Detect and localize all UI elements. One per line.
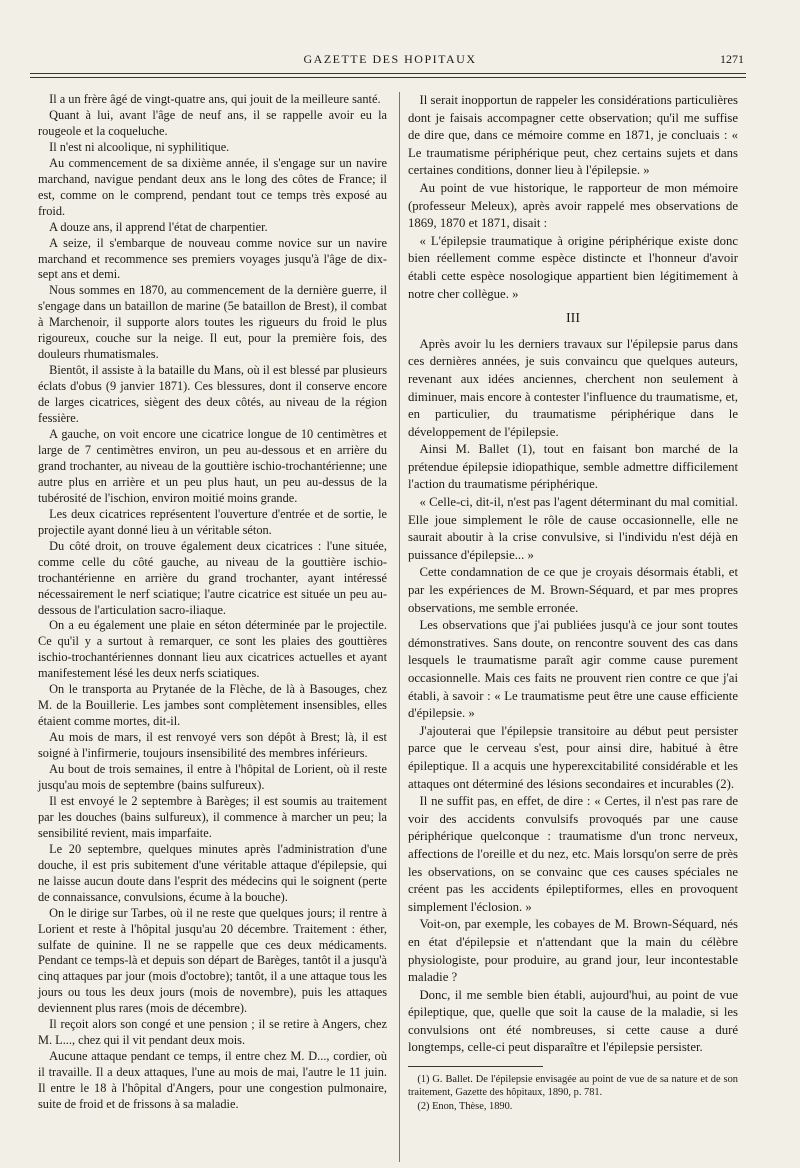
paragraph: A seize, il s'embarque de nouveau comme novice sur un navire marchand et recommence ses premiers voyages jusqu'à l'âge de dix-sept ans et demi. (38, 235, 387, 282)
paragraph: Au mois de mars, il est renvoyé vers son dépôt à Brest; là, il est soigné à l'infirmerie, toujours insensibilité des membres inférieurs. (38, 730, 387, 761)
paragraph: Le 20 septembre, quelques minutes après l'administration d'une douche, il est pris subitement d'une véritable attaque d'épilepsie, qui ne laisse aucun doute dans l'esprit des médecins qui le soignent (perte de connaissance, convulsions, écume à la bouche). (38, 841, 387, 904)
paragraph: Cette condamnation de ce que je croyais désormais établi, et par les expériences de M. Brown-Séquard, et par mes propres observations, me semble erronée. (408, 565, 738, 615)
paragraph: Il a un frère âgé de vingt-quatre ans, qui jouit de la meilleure santé. (49, 92, 381, 106)
page-number: 1271 (720, 52, 744, 66)
paragraph: Au bout de trois semaines, il entre à l'hôpital de Lorient, où il reste jusqu'au mois de septembre (bains sulfureux). (38, 762, 387, 792)
paragraph: On le transporta au Prytanée de la Flèche, de là à Basouges, chez M. de la Bouillerie. Les jambes sont complètement insensibles, elles étaient comme mortes, dit-il. (38, 682, 387, 729)
paragraph: Les observations que j'ai publiées jusqu'à ce jour sont toutes démonstratives. Sans doute, on rencontre souvent des cas dans lesquels le traumatisme paraît agir comme cause purement occasionnelle. Mais ces faits ne prouvent rien contre ce que j'ai établi, à savoir : « Le traumatisme peut être une cause efficiente d'épilepsie. » (408, 618, 738, 721)
column-divider (399, 92, 400, 1162)
header-rule-bottom (30, 77, 746, 78)
right-column (408, 92, 738, 1113)
paragraph: Aucune attaque pendant ce temps, il entre chez M. D..., cordier, où il travaille. Il a deux attaques, l'une au mois de mai, l'autre le 11 juin. Il entre le 18 à l'hôpital d'Angers, pour une congestion pulmonaire, suite de froid et de frissons à sa maladie. (38, 1049, 387, 1112)
paragraph: Les deux cicatrices représentent l'ouverture d'entrée et de sortie, le projectile ayant donné lieu à un véritable séton. (38, 506, 387, 537)
paragraph: Après avoir lu les derniers travaux sur l'épilepsie parus dans ces dernières années, je suis convaincu que quelques auteurs, revenant aux idées anciennes, cherchent non seulement à diminuer, mais encore à contester l'influence du traumatisme, et, en particulier, du traumatisme périphérique dans le développement de l'épilepsie. (408, 336, 738, 439)
journal-title: GAZETTE DES HOPITAUX (303, 52, 477, 66)
paragraph: « Celle-ci, dit-il, n'est pas l'agent déterminant du mal comitial. Elle joue simplement le rôle de cause occasionnelle, elle ne saurait aboutir à la crise convulsive, si l'individu n'est déjà en puissance d'épilepsie... » (408, 495, 738, 562)
footnote-rule (408, 1066, 543, 1067)
paragraph: Au commencement de sa dixième année, il s'engage sur un navire marchand, navigue pendant deux ans le long des côtes de France; il est, comme on le comprend, pendant tout ce temps très exposé au froid. (38, 155, 387, 218)
paragraph: On le dirige sur Tarbes, où il ne reste que quelques jours; il rentre à Lorient et reste à l'hôpital jusqu'au 20 décembre. Traitement : éther, sulfate de quinine. Il ne se rappelle que ces deux médicaments. Pendant ce temps-là et depuis son départ de Barèges, tantôt il a jusqu'à cinq attaques par jour (mois d'octobre); tantôt, il a une attaque tous les jours ou tous les deux jours (mois de novembre), puis les attaques deviennent plus rares (mois de décembre). (38, 905, 387, 1016)
paragraph: Du côté droit, on trouve également deux cicatrices : l'une située, comme celle du côté gauche, au niveau de la gouttière ischio-trochantérienne en arrière du grand trochanter, ayant intéressé nécessairement le nerf sciatique; l'autre cicatrice est située un peu au-dessous de l'articulation sacro-iliaque. (38, 538, 387, 617)
paragraph: « L'épilepsie traumatique à origine périphérique existe donc bien réellement comme espèce distincte et l'honneur d'avoir établi cette espèce nosologique appartient bien légitimement à notre cher collègue. » (408, 233, 738, 301)
paragraph: Il est envoyé le 2 septembre à Barèges; il est soumis au traitement par les douches (bains sulfureux), il commence à marcher un peu; la sensibilité revient, mais imparfaite. (38, 793, 387, 840)
paragraph: Il serait inopportun de rappeler les considérations particulières dont je faisais accompagner cette observation; qu'il me suffise de dire que, dans ce mémoire comme en 1871, je concluais : « Le traumatisme périphérique peut, chez certains sujets et dans certaines conditions, donner lieu à l'épilepsie. » (408, 93, 738, 178)
paragraph: Quant à lui, avant l'âge de neuf ans, il se rappelle avoir eu la rougeole et la coqueluche. (38, 107, 387, 138)
paragraph: On a eu également une plaie en séton déterminée par le projectile. Ce qu'il y a surtout à remarquer, ce sont les plaies des gouttières ischio-trochantériennes donnant lieu aux cicatrices actuelles et ayant manifestement lésé les deux nerfs sciatiques. (38, 618, 387, 681)
footnotes (408, 1073, 738, 1113)
paragraph: Bientôt, il assiste à la bataille du Mans, où il est blessé par plusieurs éclats d'obus (9 janvier 1871). Ces blessures, dont il conserve encore de larges cicatrices, siègent des deux côtés, au niveau de la région fessière. (38, 363, 387, 426)
paragraph: Il reçoit alors son congé et une pension ; il se retire à Angers, chez M. L..., chez qui il vit pendant deux mois. (38, 1017, 387, 1048)
paragraph: A gauche, on voit encore une cicatrice longue de 10 centimètres et large de 7 centimètres environ, un peu au-dessous et en arrière du grand trochanter, au niveau de la gouttière ischio-trochantérienne; une autre plus en arrière et un peu plus haut, un peu au-dessus de la tubérosité de l'ischion, environ moitié moins grande. (38, 427, 387, 505)
paragraph: J'ajouterai que l'épilepsie transitoire au début peut persister parce que le cerveau s'est, pour ainsi dire, habitué à être épileptique. Il a acquis une hyperexcitabilité considérable et les attaques ont déterminé des lésions secondaires et incurables (2). (408, 723, 738, 791)
running-header (36, 52, 744, 72)
footnote: (1) G. Ballet. De l'épilepsie envisagée au point de vue de sa nature et de son traitement, Gazette des hôpitaux, 1890, p. 781. (408, 1074, 738, 1099)
right-column-bottom-text (408, 336, 738, 1057)
left-column (38, 92, 387, 1113)
paragraph: Il n'est ni alcoolique, ni syphilitique. (49, 139, 230, 154)
paragraph: Nous sommes en 1870, au commencement de la dernière guerre, il s'engage dans un bataillon de marine (5e bataillon de Brest), il combat à Marchenoir, il supporte alors toutes les rigueurs du froid le plus rigoureux, couche sur la neige. Il eut, pour la première fois, des douleurs rhumatismales. (38, 283, 387, 362)
paragraph: Donc, il me semble bien établi, aujourd'hui, au point de vue épileptique, que, quelle que soit la cause de la maladie, si les convulsions ont été nombreuses, si cette cause a duré longtemps, celle-ci peut disparaître et l'épilepsie persister. (408, 987, 738, 1055)
paragraph: Ainsi M. Ballet (1), tout en faisant bon marché de la prétendue épilepsie idiopathique, semble admettre difficilement l'action du traumatisme périphérique. (408, 442, 738, 492)
footnote: (2) Enon, Thèse, 1890. (417, 1100, 513, 1112)
paragraph: A douze ans, il apprend l'état de charpentier. (49, 219, 268, 234)
section-heading: III (566, 311, 580, 327)
header-rule-top (30, 73, 746, 74)
paragraph: Au point de vue historique, le rapporteur de mon mémoire (professeur Meleux), après avoir rappelé mes observations de 1869, 1870 et 1871, disait : (408, 180, 738, 231)
paragraph: Il ne suffit pas, en effet, de dire : « Certes, il n'est pas rare de voir des accidents convulsifs provoqués par une cause périphérique quelconque : traumatisme d'un tronc nerveux, affections de l'oreille et du nez, etc. Mais lorsqu'on serre de près les observations, on se convainc que ces causes spéciales ne créent pas les accidents épileptiformes, elles en provoquent simplement l'éclosion. » (408, 794, 738, 914)
right-column-top-text (408, 92, 738, 303)
paragraph: Voit-on, par exemple, les cobayes de M. Brown-Séquard, nés en état d'épilepsie et n'attendant que la main du célèbre physiologiste, pour produire, au grand jour, leur incontestable maladie ? (408, 917, 738, 985)
